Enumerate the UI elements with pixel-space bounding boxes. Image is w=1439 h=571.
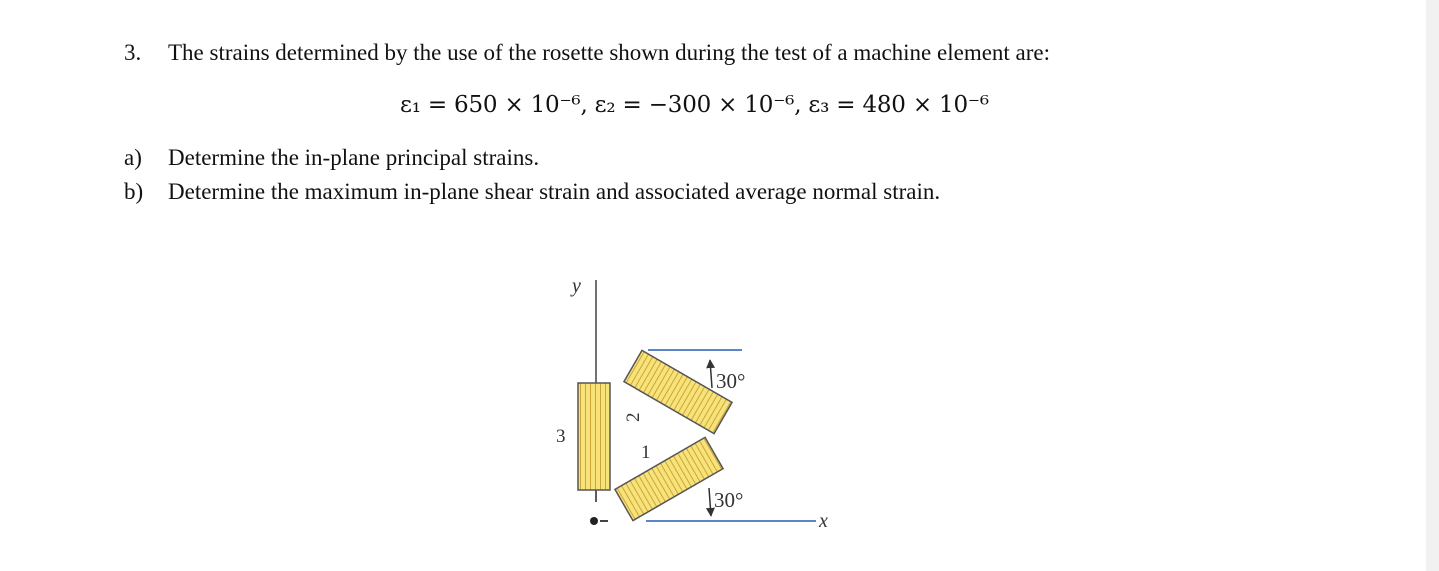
- gauge-3: [578, 383, 610, 490]
- origin-dot: [590, 517, 598, 525]
- gauge-3-label: 3: [556, 426, 566, 447]
- top-angle-arrow: [710, 360, 712, 388]
- question-number: 3.: [124, 40, 142, 65]
- y-axis-label: y: [572, 275, 581, 297]
- right-margin-strip: [1426, 0, 1439, 571]
- part-b-text: Determine the maximum in-plane shear strain and associated average normal strain.: [168, 179, 941, 204]
- bottom-angle-label: 30°: [714, 488, 744, 512]
- x-axis-label: x: [819, 510, 828, 532]
- part-b-label: b): [124, 179, 144, 204]
- gauge-2-label: 2: [623, 412, 644, 422]
- strain-equation: ε₁ = 650 × 10⁻⁶, ε₂ = −300 × 10⁻⁶, ε₃ = 480 × 10⁻⁶: [400, 92, 989, 118]
- top-angle-label: 30°: [716, 369, 746, 393]
- part-a-label: a): [124, 145, 142, 170]
- part-a-text: Determine the in-plane principal strains.: [168, 145, 540, 170]
- question-statement: The strains determined by the use of the rosette shown during the test of a machine element are:: [168, 40, 1051, 65]
- gauge-1-label: 1: [641, 442, 651, 463]
- bottom-angle-arrow: [709, 488, 711, 516]
- gauge-1: [615, 437, 723, 520]
- strain-rosette-figure: [520, 262, 840, 542]
